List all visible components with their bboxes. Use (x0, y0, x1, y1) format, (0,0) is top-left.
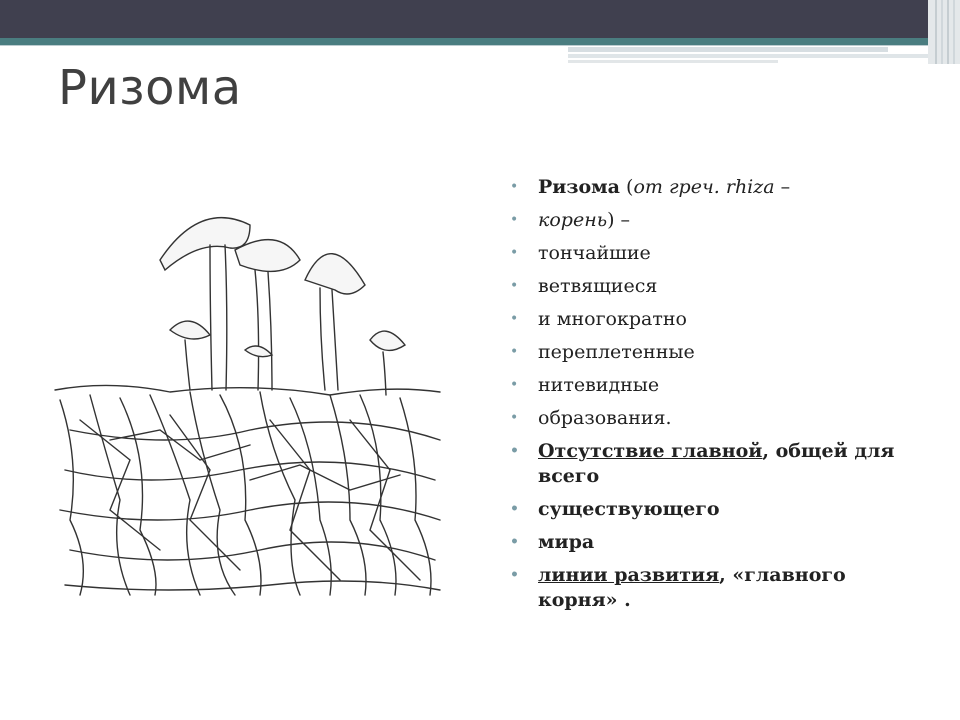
list-item: • переплетенные (510, 341, 695, 363)
list-item: • и многократно (510, 308, 687, 330)
mycelium-illustration-icon (50, 200, 450, 600)
decor-stripe (568, 54, 948, 58)
bullet-icon: • (510, 245, 519, 261)
bullet-icon: • (510, 501, 519, 517)
bullet-icon: • (510, 443, 519, 459)
bullet-icon: • (510, 212, 519, 228)
bullet-icon: • (510, 534, 519, 550)
list-item: • линии развития, «главного корня» . (510, 564, 846, 611)
bullet-icon: • (510, 567, 519, 583)
term-rhizome: Ризома (538, 176, 620, 198)
divider-line (0, 45, 960, 46)
bullet-list (510, 175, 930, 621)
bullet-icon: • (510, 377, 519, 393)
bullet-icon: • (510, 344, 519, 360)
bullet-icon: • (510, 410, 519, 426)
list-item: • мира (510, 531, 595, 553)
list-item: • нитевидные (510, 374, 660, 396)
decor-stripe (568, 60, 778, 63)
bullet-icon: • (510, 311, 519, 327)
list-item: • Ризома (от греч. rhiza – (510, 176, 791, 198)
bullet-icon: • (510, 278, 519, 294)
header-band (0, 0, 960, 38)
bullet-icon: • (510, 179, 519, 195)
decor-stripe (568, 47, 888, 52)
list-item: • Отсутствие главной, общей для всего (510, 440, 895, 487)
list-item: • существующего (510, 498, 720, 520)
list-item: • корень) – (510, 209, 631, 231)
list-item: • образования. (510, 407, 672, 429)
accent-line (0, 38, 960, 45)
decor-bars (928, 0, 960, 64)
slide-title: Ризома (58, 60, 242, 116)
list-item: • ветвящиеся (510, 275, 658, 297)
list-item: • тончайшие (510, 242, 651, 264)
